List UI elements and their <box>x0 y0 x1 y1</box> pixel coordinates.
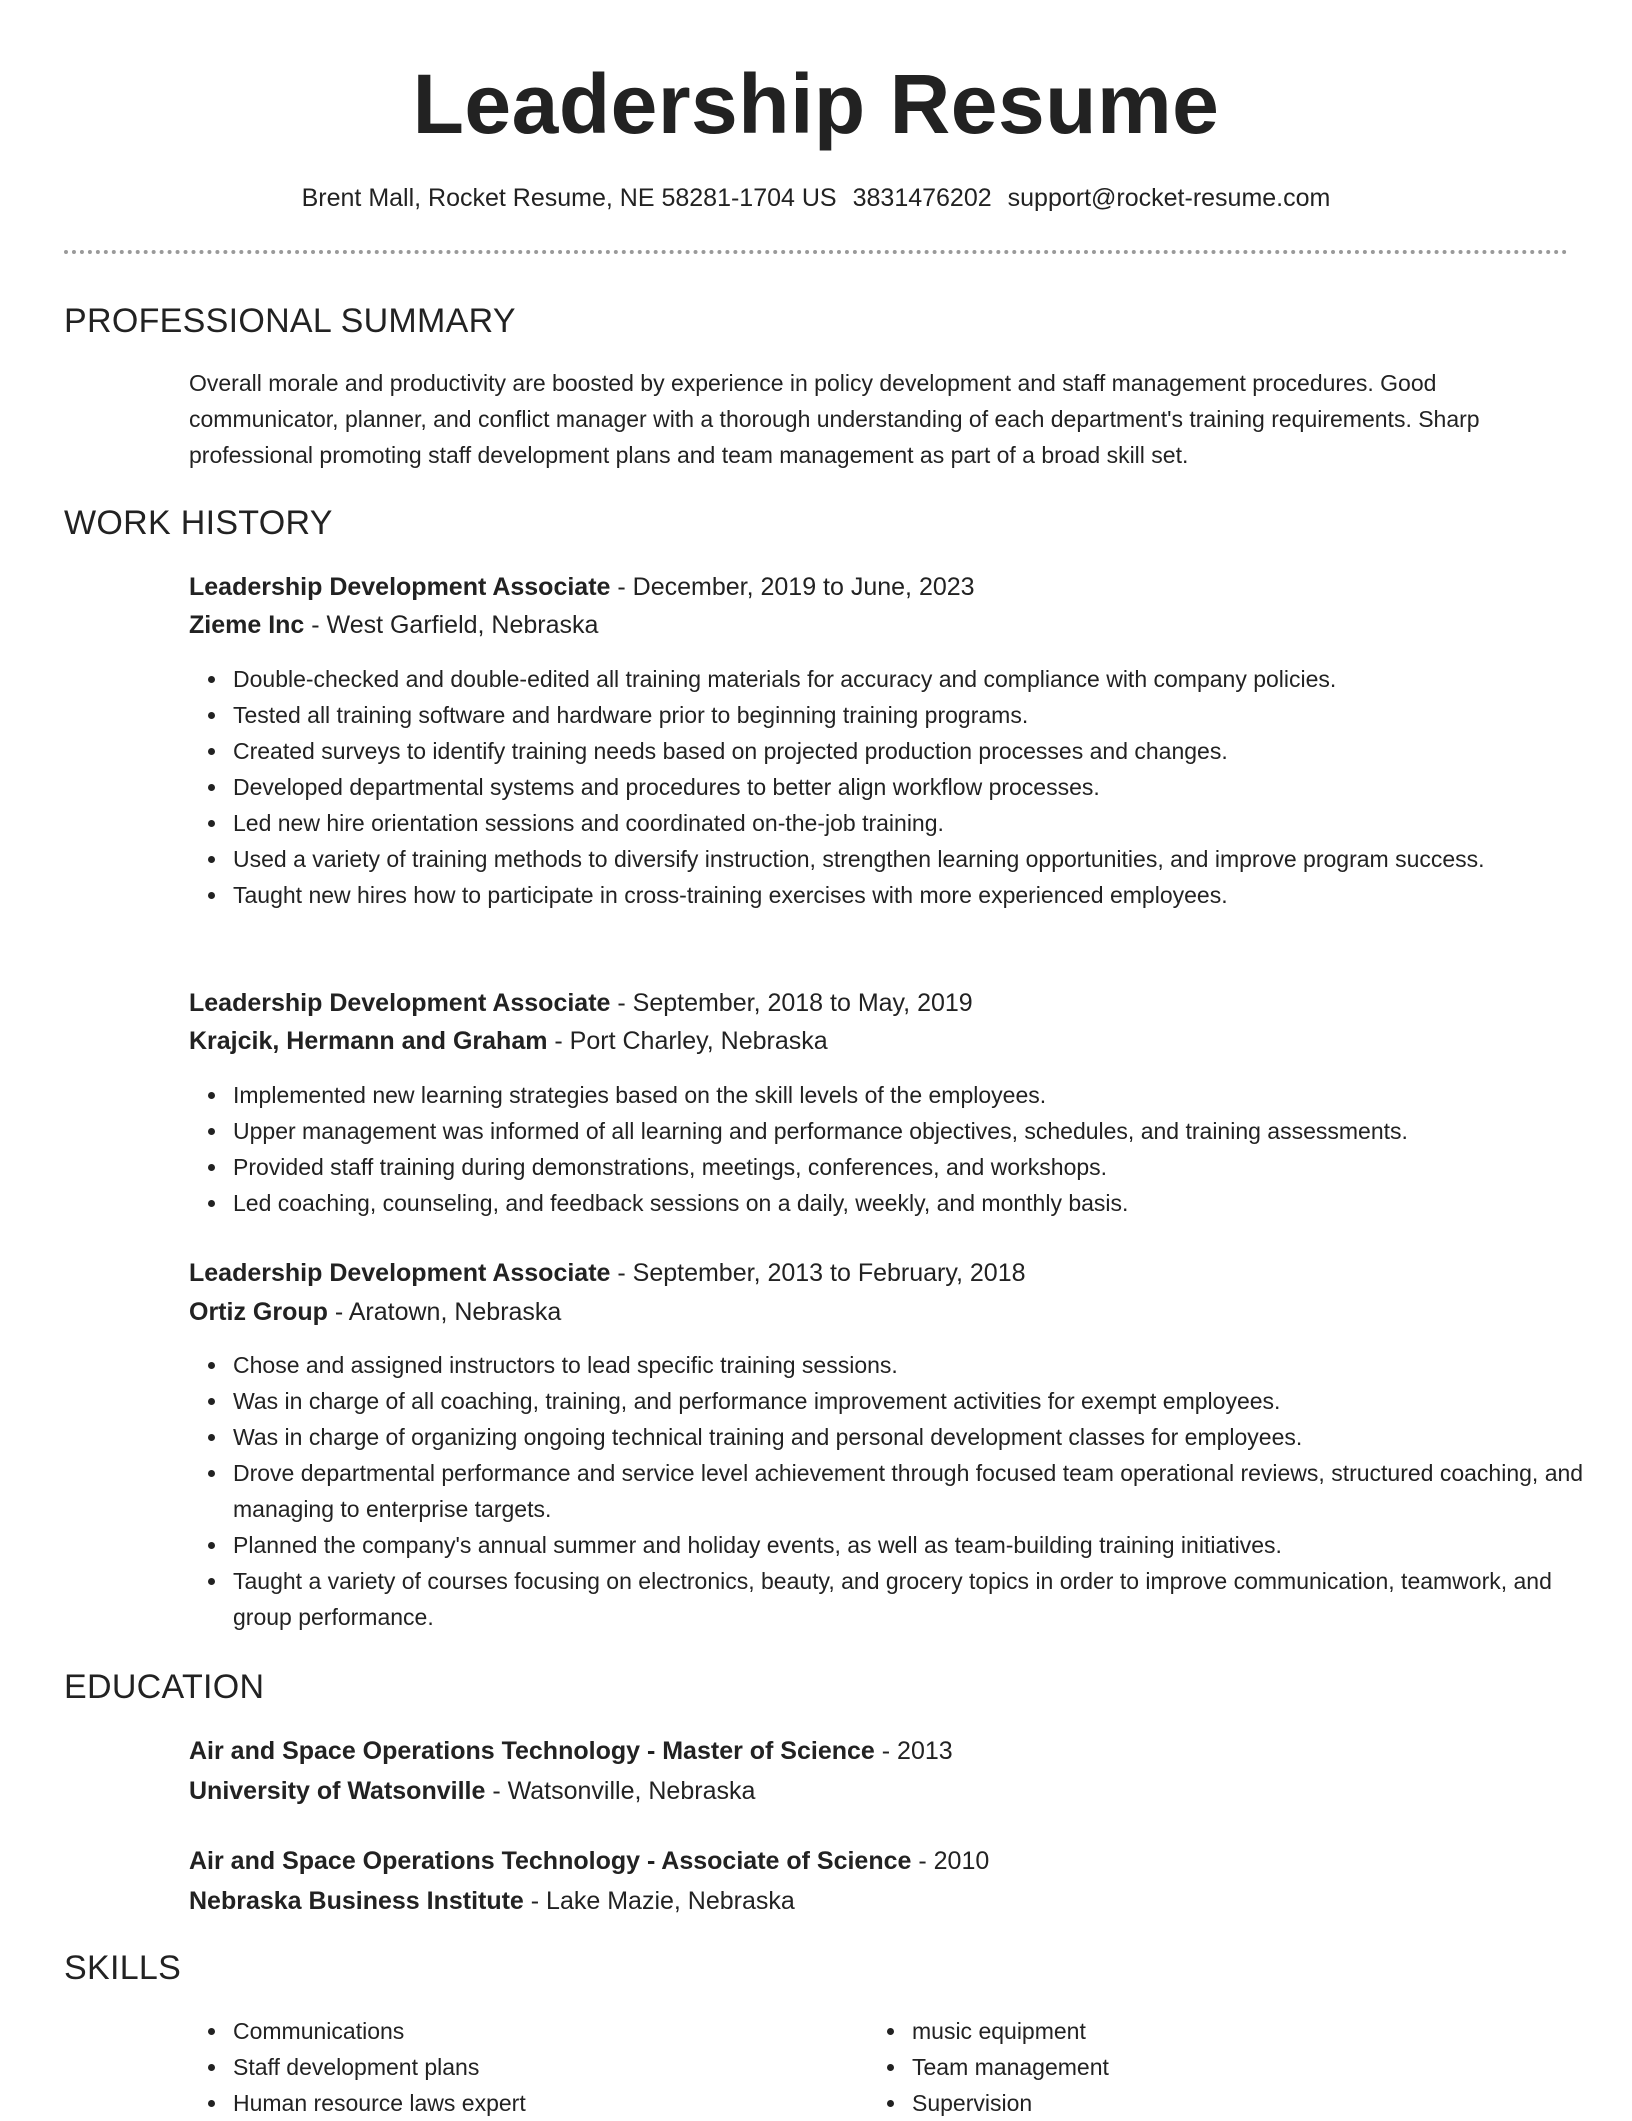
education-school: University of Watsonville <box>189 1777 486 1805</box>
list-item: Used a variety of training methods to diversify instruction, strengthen learning opportunities, and improve program success. <box>233 841 1593 877</box>
resume-title: Leadership Resume <box>412 57 1220 151</box>
education-year: - 2010 <box>911 1847 990 1875</box>
education-degree-line <box>189 1732 1549 1770</box>
job-company: Zieme Inc <box>189 611 305 639</box>
contact-phone: 3831476202 <box>852 184 992 212</box>
list-item: Implemented new learning strategies based on the skill levels of the employees. <box>233 1077 1593 1113</box>
list-item: Tested all training software and hardware prior to beginning training programs. <box>233 697 1593 733</box>
skills-list-left <box>189 2013 833 2121</box>
job-company: Ortiz Group <box>189 1298 328 1326</box>
skill-item: Supervision <box>912 2085 1512 2121</box>
job-dates: - September, 2013 to February, 2018 <box>610 1259 1026 1287</box>
skills-list-right <box>868 2013 1512 2121</box>
list-item: Created surveys to identify training needs based on projected production processes and changes. <box>233 733 1593 769</box>
job-company-line <box>189 1293 1549 1331</box>
job-dates: - December, 2019 to June, 2023 <box>610 573 975 601</box>
job-title-line <box>189 1254 1549 1292</box>
job-title-line <box>189 568 1549 606</box>
skill-item: Staff development plans <box>233 2049 833 2085</box>
education-school-line <box>189 1772 1549 1810</box>
job-title: Leadership Development Associate <box>189 989 611 1017</box>
education-location: - Watsonville, Nebraska <box>485 1777 756 1805</box>
education-degree: Air and Space Operations Technology - Master of Science <box>189 1737 875 1765</box>
job-bullets <box>189 661 1593 913</box>
job-title: Leadership Development Associate <box>189 573 611 601</box>
job-dates: - September, 2018 to May, 2019 <box>610 989 973 1017</box>
education-degree: Air and Space Operations Technology - Associate of Science <box>189 1847 912 1875</box>
job-location: - West Garfield, Nebraska <box>304 611 599 639</box>
list-item: Was in charge of all coaching, training, and performance improvement activities for exempt employees. <box>233 1383 1593 1419</box>
skills-heading: SKILLS <box>64 1949 182 1987</box>
job-bullets <box>189 1077 1593 1221</box>
summary-heading: PROFESSIONAL SUMMARY <box>64 302 516 340</box>
job-company-line <box>189 1022 1549 1060</box>
job-company-line <box>189 606 1549 644</box>
education-heading: EDUCATION <box>64 1668 265 1706</box>
education-school-line <box>189 1882 1549 1920</box>
contact-line <box>0 180 1632 216</box>
header-divider <box>64 250 1568 254</box>
summary-text: Overall morale and productivity are boosted by experience in policy development and staff management procedures. Good communicator, planner, and conflict manager with a thorough understanding of each department's training requirements. Sharp professional promoting staff development plans and team management as part of a broad skill set. <box>189 370 1480 468</box>
list-item: Led coaching, counseling, and feedback sessions on a daily, weekly, and monthly basis. <box>233 1185 1593 1221</box>
contact-email: support@rocket-resume.com <box>1007 184 1331 212</box>
list-item: Chose and assigned instructors to lead specific training sessions. <box>233 1347 1593 1383</box>
job-company: Krajcik, Hermann and Graham <box>189 1027 548 1055</box>
education-degree-line <box>189 1842 1549 1880</box>
skill-item: music equipment <box>912 2013 1512 2049</box>
job-title-line <box>189 984 1549 1022</box>
skill-item: Team management <box>912 2049 1512 2085</box>
list-item: Upper management was informed of all learning and performance objectives, schedules, and training assessments. <box>233 1113 1593 1149</box>
list-item: Provided staff training during demonstrations, meetings, conferences, and workshops. <box>233 1149 1593 1185</box>
contact-address: Brent Mall, Rocket Resume, NE 58281-1704 US <box>301 184 837 212</box>
list-item: Developed departmental systems and procedures to better align workflow processes. <box>233 769 1593 805</box>
list-item: Drove departmental performance and service level achievement through focused team operational reviews, structured coaching, and managing to enterprise targets. <box>233 1455 1593 1527</box>
list-item: Taught a variety of courses focusing on electronics, beauty, and grocery topics in order to improve communication, teamwork, and group performance. <box>233 1563 1593 1635</box>
skill-item: Communications <box>233 2013 833 2049</box>
job-location: - Aratown, Nebraska <box>327 1298 562 1326</box>
education-location: - Lake Mazie, Nebraska <box>523 1887 795 1915</box>
list-item: Taught new hires how to participate in cross-training exercises with more experienced employees. <box>233 877 1593 913</box>
education-year: - 2013 <box>874 1737 953 1765</box>
list-item: Led new hire orientation sessions and coordinated on-the-job training. <box>233 805 1593 841</box>
job-bullets <box>189 1347 1593 1635</box>
list-item: Double-checked and double-edited all training materials for accuracy and compliance with company policies. <box>233 661 1593 697</box>
list-item: Was in charge of organizing ongoing technical training and personal development classes for employees. <box>233 1419 1593 1455</box>
job-title: Leadership Development Associate <box>189 1259 611 1287</box>
list-item: Planned the company's annual summer and holiday events, as well as team-building training initiatives. <box>233 1527 1593 1563</box>
skill-item: Human resource laws expert <box>233 2085 833 2121</box>
education-school: Nebraska Business Institute <box>189 1887 524 1915</box>
work-history-heading: WORK HISTORY <box>64 504 333 542</box>
job-location: - Port Charley, Nebraska <box>547 1027 828 1055</box>
